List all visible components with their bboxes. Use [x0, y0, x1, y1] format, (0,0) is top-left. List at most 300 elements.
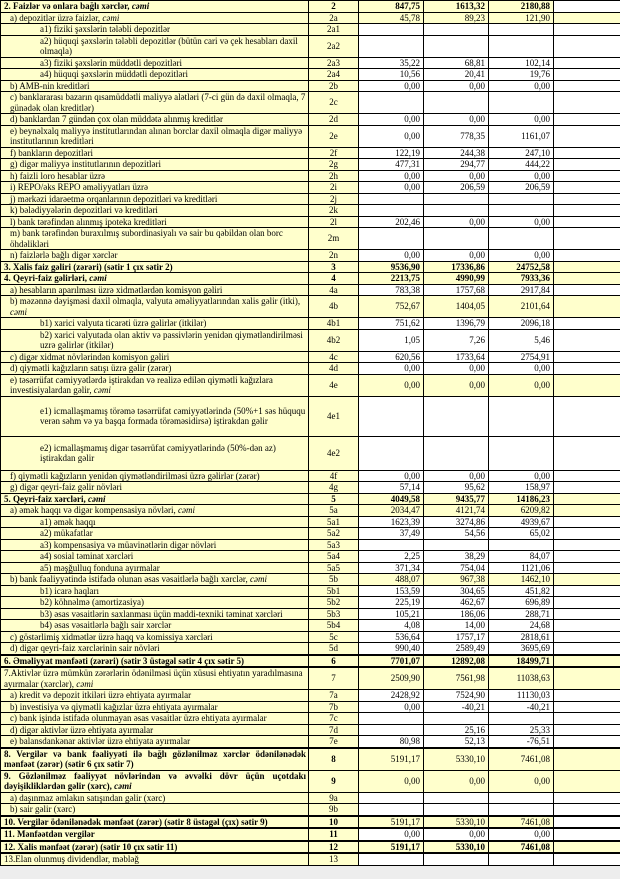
row-description-cell[interactable]	[1, 374, 309, 396]
value-cell-v3[interactable]: 0,00	[489, 114, 554, 126]
value-cell-v1[interactable]: 0,00	[359, 828, 424, 841]
value-cell-v3[interactable]: 1462,10	[489, 574, 554, 586]
value-cell-v2[interactable]: 14,00	[424, 620, 489, 632]
value-cell-v3[interactable]: 7461,08	[489, 816, 554, 829]
value-cell-v2[interactable]: 294,77	[424, 159, 489, 171]
value-cell-v1[interactable]: 10,56	[359, 69, 424, 81]
value-cell-v3[interactable]: 2180,88	[489, 1, 554, 13]
row-description-cell[interactable]	[1, 770, 309, 792]
value-cell-v1[interactable]: 4,08	[359, 620, 424, 632]
row-description-cell[interactable]	[1, 80, 309, 92]
row-description-cell[interactable]	[1, 853, 309, 865]
value-cell-v2[interactable]: 17336,86	[424, 261, 489, 273]
value-cell-v1[interactable]: 477,31	[359, 159, 424, 171]
row-description-cell[interactable]	[1, 296, 309, 318]
value-cell-v1[interactable]: 1,05	[359, 329, 424, 351]
row-code-cell[interactable]: 4b1	[309, 318, 359, 330]
value-cell-v1[interactable]: 7701,07	[359, 655, 424, 668]
value-cell-v3[interactable]: 102,14	[489, 57, 554, 69]
empty-cell[interactable]	[554, 539, 620, 551]
value-cell-v3[interactable]: 11130,03	[489, 690, 554, 702]
value-cell-v1[interactable]: 0,00	[359, 470, 424, 482]
empty-cell[interactable]	[554, 828, 620, 841]
value-cell-v2[interactable]: 3274,86	[424, 516, 489, 528]
row-code-cell[interactable]: 2a3	[309, 57, 359, 69]
empty-cell[interactable]	[554, 667, 620, 690]
row-description-cell[interactable]	[1, 528, 309, 540]
empty-cell[interactable]	[554, 528, 620, 540]
row-code-cell[interactable]: 2a2	[309, 35, 359, 57]
value-cell-v2[interactable]: 754,04	[424, 562, 489, 574]
value-cell-v3[interactable]: 14186,23	[489, 493, 554, 505]
empty-cell[interactable]	[554, 228, 620, 250]
value-cell-v3[interactable]: 2096,18	[489, 318, 554, 330]
row-code-cell[interactable]: 2a4	[309, 69, 359, 81]
value-cell-v3[interactable]	[489, 396, 554, 436]
empty-cell[interactable]	[554, 250, 620, 262]
value-cell-v2[interactable]: 0,00	[424, 80, 489, 92]
value-cell-v2[interactable]: 0,00	[424, 250, 489, 262]
row-description-cell[interactable]	[1, 182, 309, 194]
value-cell-v2[interactable]: 5330,10	[424, 816, 489, 829]
row-code-cell[interactable]: 2a	[309, 12, 359, 24]
value-cell-v2[interactable]: -40,21	[424, 701, 489, 713]
row-code-cell[interactable]: 2k	[309, 205, 359, 217]
value-cell-v1[interactable]: 0,00	[359, 770, 424, 792]
value-cell-v1[interactable]: 57,14	[359, 482, 424, 494]
row-code-cell[interactable]: 2e	[309, 125, 359, 147]
value-cell-v2[interactable]	[424, 24, 489, 36]
value-cell-v1[interactable]: 488,07	[359, 574, 424, 586]
row-code-cell[interactable]: 2i	[309, 182, 359, 194]
value-cell-v3[interactable]	[489, 436, 554, 470]
empty-cell[interactable]	[554, 159, 620, 171]
empty-cell[interactable]	[554, 841, 620, 854]
value-cell-v3[interactable]: 2917,84	[489, 284, 554, 296]
value-cell-v3[interactable]: -76,51	[489, 736, 554, 748]
row-code-cell[interactable]: 2l	[309, 216, 359, 228]
row-description-cell[interactable]	[1, 147, 309, 159]
value-cell-v1[interactable]	[359, 853, 424, 865]
value-cell-v3[interactable]: 65,02	[489, 528, 554, 540]
value-cell-v1[interactable]: 153,59	[359, 585, 424, 597]
row-code-cell[interactable]: 7b	[309, 701, 359, 713]
row-description-cell[interactable]	[1, 816, 309, 829]
value-cell-v1[interactable]: 536,64	[359, 631, 424, 643]
empty-cell[interactable]	[554, 351, 620, 363]
empty-cell[interactable]	[554, 804, 620, 816]
value-cell-v1[interactable]	[359, 792, 424, 804]
empty-cell[interactable]	[554, 396, 620, 436]
value-cell-v1[interactable]	[359, 92, 424, 114]
row-description-cell[interactable]	[1, 24, 309, 36]
empty-cell[interactable]	[554, 205, 620, 217]
value-cell-v3[interactable]	[489, 228, 554, 250]
row-code-cell[interactable]: 4c	[309, 351, 359, 363]
row-code-cell[interactable]: 5b1	[309, 585, 359, 597]
value-cell-v1[interactable]	[359, 228, 424, 250]
value-cell-v3[interactable]	[489, 713, 554, 725]
value-cell-v3[interactable]	[489, 193, 554, 205]
empty-cell[interactable]	[554, 493, 620, 505]
value-cell-v3[interactable]: 24752,58	[489, 261, 554, 273]
row-description-cell[interactable]	[1, 329, 309, 351]
empty-cell[interactable]	[554, 329, 620, 351]
value-cell-v2[interactable]: 186,06	[424, 608, 489, 620]
value-cell-v2[interactable]: 2589,49	[424, 643, 489, 655]
empty-cell[interactable]	[554, 69, 620, 81]
row-description-cell[interactable]	[1, 841, 309, 854]
value-cell-v2[interactable]: 1404,05	[424, 296, 489, 318]
row-description-cell[interactable]	[1, 804, 309, 816]
value-cell-v3[interactable]: 288,71	[489, 608, 554, 620]
row-description-cell[interactable]	[1, 493, 309, 505]
row-description-cell[interactable]	[1, 736, 309, 748]
empty-cell[interactable]	[554, 608, 620, 620]
empty-cell[interactable]	[554, 147, 620, 159]
row-code-cell[interactable]: 7a	[309, 690, 359, 702]
value-cell-v2[interactable]	[424, 792, 489, 804]
value-cell-v3[interactable]: 7461,08	[489, 748, 554, 771]
row-description-cell[interactable]	[1, 216, 309, 228]
row-code-cell[interactable]: 2g	[309, 159, 359, 171]
value-cell-v2[interactable]: 89,23	[424, 12, 489, 24]
row-description-cell[interactable]	[1, 516, 309, 528]
value-cell-v3[interactable]: 0,00	[489, 374, 554, 396]
value-cell-v3[interactable]: 247,10	[489, 147, 554, 159]
row-description-cell[interactable]	[1, 159, 309, 171]
empty-cell[interactable]	[554, 470, 620, 482]
empty-cell[interactable]	[554, 551, 620, 563]
empty-cell[interactable]	[554, 57, 620, 69]
row-description-cell[interactable]	[1, 228, 309, 250]
value-cell-v1[interactable]: 225,19	[359, 597, 424, 609]
value-cell-v3[interactable]: 5,46	[489, 329, 554, 351]
row-code-cell[interactable]: 4b	[309, 296, 359, 318]
value-cell-v1[interactable]: 122,19	[359, 147, 424, 159]
value-cell-v3[interactable]: 11038,63	[489, 667, 554, 690]
empty-cell[interactable]	[554, 620, 620, 632]
empty-cell[interactable]	[554, 574, 620, 586]
value-cell-v3[interactable]: 0,00	[489, 170, 554, 182]
row-code-cell[interactable]: 7	[309, 667, 359, 690]
row-code-cell[interactable]: 2a1	[309, 24, 359, 36]
empty-cell[interactable]	[554, 12, 620, 24]
value-cell-v1[interactable]: 5191,17	[359, 816, 424, 829]
value-cell-v2[interactable]: 54,56	[424, 528, 489, 540]
value-cell-v1[interactable]	[359, 396, 424, 436]
value-cell-v3[interactable]: 0,00	[489, 363, 554, 375]
empty-cell[interactable]	[554, 80, 620, 92]
value-cell-v2[interactable]: 7524,90	[424, 690, 489, 702]
row-code-cell[interactable]: 4	[309, 273, 359, 285]
row-code-cell[interactable]: 2m	[309, 228, 359, 250]
row-code-cell[interactable]: 5b4	[309, 620, 359, 632]
row-code-cell[interactable]: 2j	[309, 193, 359, 205]
value-cell-v3[interactable]: 25,33	[489, 724, 554, 736]
value-cell-v3[interactable]: 1161,07	[489, 125, 554, 147]
value-cell-v3[interactable]: 7933,36	[489, 273, 554, 285]
value-cell-v2[interactable]: 5330,10	[424, 841, 489, 854]
empty-cell[interactable]	[554, 125, 620, 147]
row-code-cell[interactable]: 7d	[309, 724, 359, 736]
value-cell-v1[interactable]: 5191,17	[359, 841, 424, 854]
row-code-cell[interactable]: 9a	[309, 792, 359, 804]
row-code-cell[interactable]: 2	[309, 1, 359, 13]
value-cell-v1[interactable]: 2034,47	[359, 505, 424, 517]
value-cell-v1[interactable]	[359, 436, 424, 470]
value-cell-v1[interactable]	[359, 35, 424, 57]
value-cell-v3[interactable]	[489, 804, 554, 816]
row-description-cell[interactable]	[1, 436, 309, 470]
value-cell-v2[interactable]: 304,65	[424, 585, 489, 597]
row-description-cell[interactable]	[1, 701, 309, 713]
row-code-cell[interactable]: 2n	[309, 250, 359, 262]
empty-cell[interactable]	[554, 436, 620, 470]
value-cell-v3[interactable]: 0,00	[489, 250, 554, 262]
row-code-cell[interactable]: 8	[309, 748, 359, 771]
row-code-cell[interactable]: 5a1	[309, 516, 359, 528]
empty-cell[interactable]	[554, 482, 620, 494]
row-code-cell[interactable]: 5a3	[309, 539, 359, 551]
row-description-cell[interactable]	[1, 193, 309, 205]
row-description-cell[interactable]	[1, 574, 309, 586]
value-cell-v2[interactable]: 0,00	[424, 470, 489, 482]
empty-cell[interactable]	[554, 114, 620, 126]
value-cell-v3[interactable]: 158,97	[489, 482, 554, 494]
empty-cell[interactable]	[554, 724, 620, 736]
row-code-cell[interactable]: 2b	[309, 80, 359, 92]
value-cell-v1[interactable]: 5191,17	[359, 748, 424, 771]
value-cell-v1[interactable]: 0,00	[359, 363, 424, 375]
value-cell-v1[interactable]: 2428,92	[359, 690, 424, 702]
value-cell-v1[interactable]	[359, 24, 424, 36]
value-cell-v2[interactable]	[424, 436, 489, 470]
row-description-cell[interactable]	[1, 724, 309, 736]
value-cell-v1[interactable]: 9536,90	[359, 261, 424, 273]
value-cell-v3[interactable]	[489, 92, 554, 114]
value-cell-v2[interactable]: 1757,68	[424, 284, 489, 296]
row-code-cell[interactable]: 10	[309, 816, 359, 829]
value-cell-v3[interactable]: 0,00	[489, 828, 554, 841]
row-description-cell[interactable]	[1, 667, 309, 690]
value-cell-v3[interactable]: 24,68	[489, 620, 554, 632]
value-cell-v3[interactable]	[489, 205, 554, 217]
value-cell-v1[interactable]	[359, 724, 424, 736]
empty-cell[interactable]	[554, 374, 620, 396]
row-description-cell[interactable]	[1, 273, 309, 285]
row-description-cell[interactable]	[1, 505, 309, 517]
value-cell-v1[interactable]: 0,00	[359, 250, 424, 262]
row-code-cell[interactable]: 9b	[309, 804, 359, 816]
value-cell-v2[interactable]: 206,59	[424, 182, 489, 194]
empty-cell[interactable]	[554, 816, 620, 829]
value-cell-v1[interactable]	[359, 193, 424, 205]
row-code-cell[interactable]: 5b2	[309, 597, 359, 609]
empty-cell[interactable]	[554, 713, 620, 725]
row-code-cell[interactable]: 5b3	[309, 608, 359, 620]
value-cell-v2[interactable]	[424, 804, 489, 816]
value-cell-v1[interactable]: 0,00	[359, 182, 424, 194]
value-cell-v3[interactable]: 2101,64	[489, 296, 554, 318]
value-cell-v2[interactable]: 25,16	[424, 724, 489, 736]
empty-cell[interactable]	[554, 643, 620, 655]
row-description-cell[interactable]	[1, 828, 309, 841]
row-code-cell[interactable]: 4f	[309, 470, 359, 482]
row-description-cell[interactable]	[1, 1, 309, 13]
empty-cell[interactable]	[554, 770, 620, 792]
value-cell-v3[interactable]: 2818,61	[489, 631, 554, 643]
value-cell-v1[interactable]: 0,00	[359, 114, 424, 126]
empty-cell[interactable]	[554, 24, 620, 36]
value-cell-v1[interactable]: 1623,39	[359, 516, 424, 528]
value-cell-v2[interactable]: 7561,98	[424, 667, 489, 690]
row-code-cell[interactable]: 4e	[309, 374, 359, 396]
value-cell-v2[interactable]: 5330,10	[424, 748, 489, 771]
value-cell-v1[interactable]: 0,00	[359, 125, 424, 147]
empty-cell[interactable]	[554, 318, 620, 330]
value-cell-v1[interactable]: 4049,58	[359, 493, 424, 505]
row-description-cell[interactable]	[1, 261, 309, 273]
value-cell-v3[interactable]: 1121,06	[489, 562, 554, 574]
row-code-cell[interactable]: 2f	[309, 147, 359, 159]
value-cell-v2[interactable]: 9435,77	[424, 493, 489, 505]
value-cell-v2[interactable]	[424, 853, 489, 865]
value-cell-v2[interactable]: 7,26	[424, 329, 489, 351]
row-description-cell[interactable]	[1, 608, 309, 620]
row-description-cell[interactable]	[1, 205, 309, 217]
value-cell-v2[interactable]: 0,00	[424, 770, 489, 792]
value-cell-v3[interactable]: -40,21	[489, 701, 554, 713]
value-cell-v3[interactable]: 4939,67	[489, 516, 554, 528]
row-code-cell[interactable]: 7c	[309, 713, 359, 725]
row-code-cell[interactable]: 13	[309, 853, 359, 865]
empty-cell[interactable]	[554, 92, 620, 114]
row-code-cell[interactable]: 6	[309, 655, 359, 668]
row-description-cell[interactable]	[1, 114, 309, 126]
row-description-cell[interactable]	[1, 396, 309, 436]
value-cell-v2[interactable]	[424, 396, 489, 436]
row-code-cell[interactable]: 2d	[309, 114, 359, 126]
value-cell-v2[interactable]: 4990,99	[424, 273, 489, 285]
value-cell-v1[interactable]: 0,00	[359, 374, 424, 396]
value-cell-v1[interactable]: 45,78	[359, 12, 424, 24]
row-code-cell[interactable]: 5a4	[309, 551, 359, 563]
value-cell-v2[interactable]: 1396,79	[424, 318, 489, 330]
value-cell-v2[interactable]: 12892,08	[424, 655, 489, 668]
row-description-cell[interactable]	[1, 35, 309, 57]
empty-cell[interactable]	[554, 1, 620, 13]
row-code-cell[interactable]: 5	[309, 493, 359, 505]
value-cell-v3[interactable]	[489, 792, 554, 804]
row-description-cell[interactable]	[1, 92, 309, 114]
row-code-cell[interactable]: 4a	[309, 284, 359, 296]
value-cell-v1[interactable]: 0,00	[359, 701, 424, 713]
value-cell-v2[interactable]: 1757,17	[424, 631, 489, 643]
value-cell-v3[interactable]: 0,00	[489, 80, 554, 92]
empty-cell[interactable]	[554, 701, 620, 713]
value-cell-v1[interactable]: 105,21	[359, 608, 424, 620]
empty-cell[interactable]	[554, 35, 620, 57]
value-cell-v3[interactable]: 451,82	[489, 585, 554, 597]
value-cell-v2[interactable]	[424, 92, 489, 114]
row-code-cell[interactable]: 12	[309, 841, 359, 854]
row-code-cell[interactable]: 4g	[309, 482, 359, 494]
value-cell-v2[interactable]: 967,38	[424, 574, 489, 586]
value-cell-v1[interactable]	[359, 205, 424, 217]
value-cell-v1[interactable]: 37,49	[359, 528, 424, 540]
value-cell-v2[interactable]: 0,00	[424, 828, 489, 841]
empty-cell[interactable]	[554, 748, 620, 771]
empty-cell[interactable]	[554, 273, 620, 285]
row-description-cell[interactable]	[1, 620, 309, 632]
row-code-cell[interactable]: 5a	[309, 505, 359, 517]
value-cell-v1[interactable]: 0,00	[359, 80, 424, 92]
value-cell-v1[interactable]: 620,56	[359, 351, 424, 363]
row-code-cell[interactable]: 9	[309, 770, 359, 792]
row-code-cell[interactable]: 5b	[309, 574, 359, 586]
value-cell-v2[interactable]: 0,00	[424, 216, 489, 228]
row-description-cell[interactable]	[1, 631, 309, 643]
empty-cell[interactable]	[554, 216, 620, 228]
row-code-cell[interactable]: 5d	[309, 643, 359, 655]
row-description-cell[interactable]	[1, 250, 309, 262]
row-description-cell[interactable]	[1, 12, 309, 24]
empty-cell[interactable]	[554, 792, 620, 804]
row-description-cell[interactable]	[1, 57, 309, 69]
empty-cell[interactable]	[554, 655, 620, 668]
row-description-cell[interactable]	[1, 713, 309, 725]
empty-cell[interactable]	[554, 261, 620, 273]
value-cell-v2[interactable]: 1733,64	[424, 351, 489, 363]
row-description-cell[interactable]	[1, 482, 309, 494]
empty-cell[interactable]	[554, 631, 620, 643]
value-cell-v1[interactable]: 371,34	[359, 562, 424, 574]
empty-cell[interactable]	[554, 853, 620, 865]
value-cell-v1[interactable]: 847,75	[359, 1, 424, 13]
value-cell-v2[interactable]	[424, 205, 489, 217]
row-description-cell[interactable]	[1, 363, 309, 375]
row-code-cell[interactable]: 3	[309, 261, 359, 273]
value-cell-v2[interactable]: 778,35	[424, 125, 489, 147]
value-cell-v2[interactable]: 462,67	[424, 597, 489, 609]
value-cell-v3[interactable]: 18499,71	[489, 655, 554, 668]
row-code-cell[interactable]: 5a2	[309, 528, 359, 540]
value-cell-v2[interactable]: 68,81	[424, 57, 489, 69]
value-cell-v3[interactable]	[489, 539, 554, 551]
value-cell-v3[interactable]: 84,07	[489, 551, 554, 563]
value-cell-v3[interactable]: 0,00	[489, 770, 554, 792]
value-cell-v2[interactable]: 20,41	[424, 69, 489, 81]
value-cell-v1[interactable]: 35,22	[359, 57, 424, 69]
empty-cell[interactable]	[554, 736, 620, 748]
row-description-cell[interactable]	[1, 597, 309, 609]
value-cell-v2[interactable]: 244,38	[424, 147, 489, 159]
row-description-cell[interactable]	[1, 551, 309, 563]
empty-cell[interactable]	[554, 597, 620, 609]
empty-cell[interactable]	[554, 516, 620, 528]
row-description-cell[interactable]	[1, 170, 309, 182]
value-cell-v1[interactable]: 752,67	[359, 296, 424, 318]
value-cell-v3[interactable]: 0,00	[489, 470, 554, 482]
empty-cell[interactable]	[554, 363, 620, 375]
row-description-cell[interactable]	[1, 655, 309, 668]
value-cell-v3[interactable]	[489, 853, 554, 865]
row-code-cell[interactable]: 4b2	[309, 329, 359, 351]
row-code-cell[interactable]: 2c	[309, 92, 359, 114]
value-cell-v2[interactable]: 0,00	[424, 170, 489, 182]
value-cell-v2[interactable]: 1613,32	[424, 1, 489, 13]
